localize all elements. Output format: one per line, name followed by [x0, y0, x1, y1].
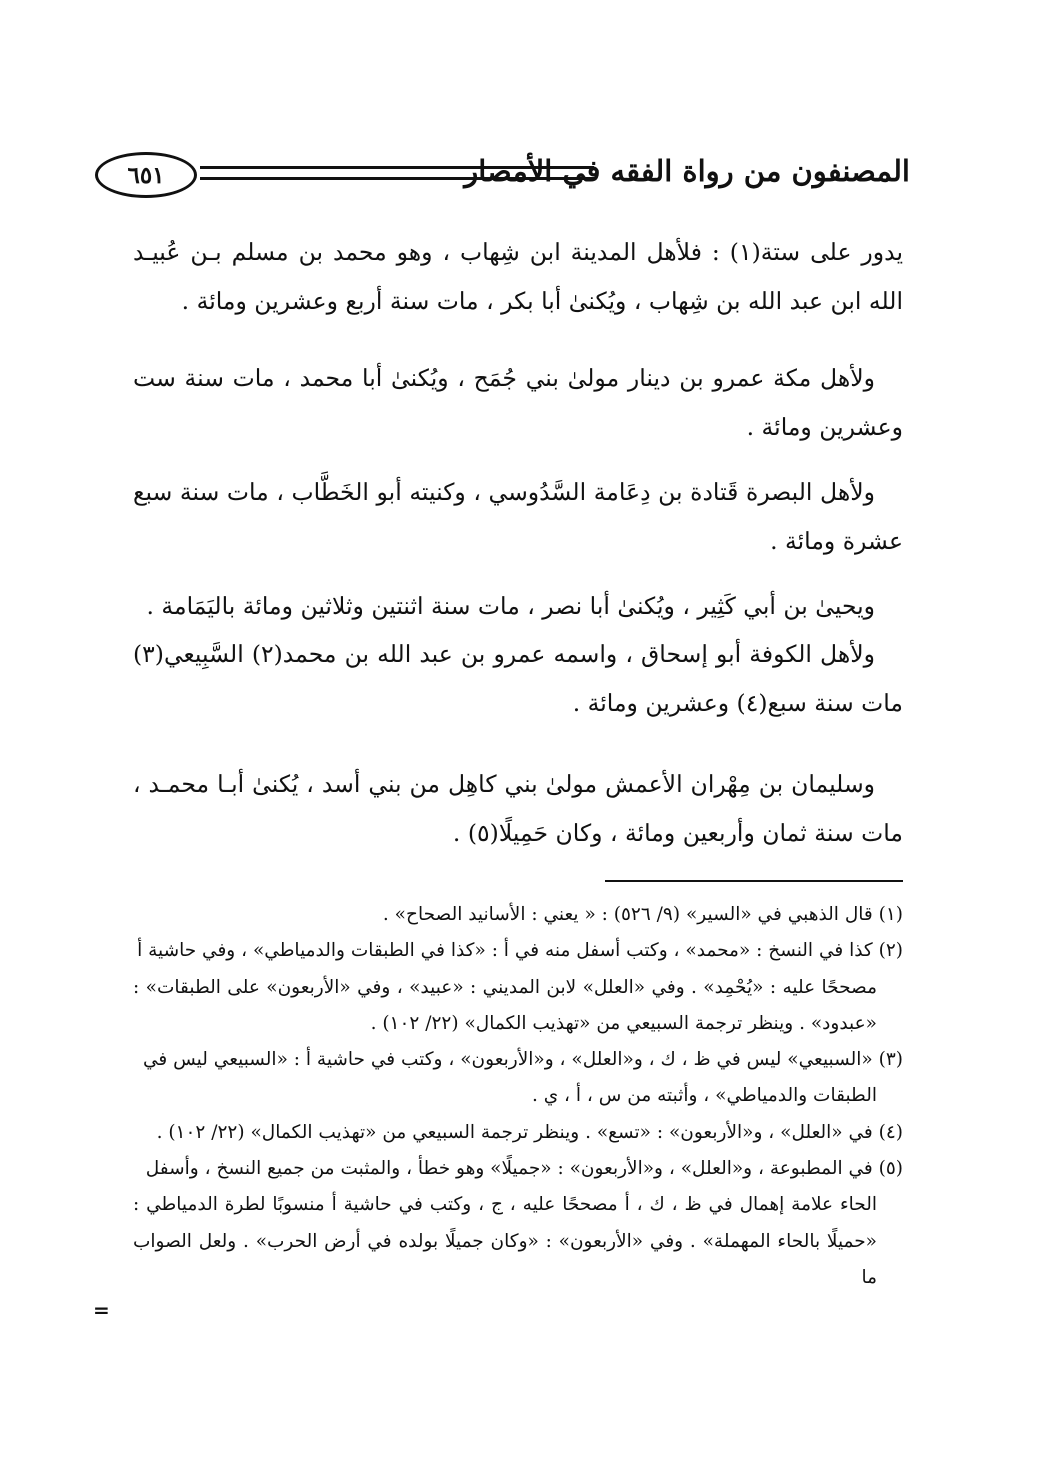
footnote-3: (٣) «السبيعي» ليس في ظ ، ك ، و«العلل» ، و«الأربعون» ، وكتب في حاشية أ : «السبيعي ليس في	[142, 1049, 903, 1071]
header-double-rule	[200, 166, 594, 180]
footnote-4: (٤) في «العلل» ، و«الأربعون» : «تسع» . وينظر ترجمة السبيعي من «تهذيب الكمال» (٢٢/ ١٠٢) .	[156, 1121, 903, 1143]
paragraph-text: وسليمان بن مِهْران الأعمش مولىٰ بني كاهِل من بني أسد ، يُكنىٰ أبـا محمـد ، مات سنة ثمان وأربعين ومائة ، وكان حَمِيلًا(٥) .	[133, 770, 903, 847]
page-number: ٦٥١	[95, 152, 197, 198]
continuation-mark: =	[93, 1298, 110, 1322]
paragraph-text: ويحيىٰ بن أبي كَثِير ، ويُكنىٰ أبا نصر ، مات سنة اثنتين وثلاثين ومائة باليَمَامة .	[146, 592, 875, 620]
footnote-5-continuation: الحاء علامة إهمال في ظ ، ك ، أ مصححًا عليه ، ج ، وكتب في حاشية أ منسوبًا لطرة الدمياطي : «حميلًا بالحاء المهملة» . وفي «الأربعون» : «وكان جميلًا بولده في أرض الحرب» . ولعل الصواب ما	[133, 1194, 877, 1288]
paragraph-text: ولأهل الكوفة أبو إسحاق ، واسمه عمرو بن عبد الله بن محمد(٢) السَّبِيعي(٣) مات سنة سبع(٤) وعشرين ومائة .	[133, 640, 903, 717]
body-paragraph-3	[133, 468, 903, 566]
paragraph-text: ولأهل البصرة قَتادة بن دِعَامة السَّدُوسي ، وكنيته أبو الخَطَّاب ، مات سنة سبع عشرة ومائة .	[133, 478, 903, 555]
body-paragraph-1	[133, 228, 903, 326]
paragraph-text: يدور على ستة(١) : فلأهل المدينة ابن شِهاب ، وهو محمد بن مسلم بـن عُبيـد الله ابن عبد الله بن شِهاب ، ويُكنىٰ أبا بكر ، مات سنة أربع وعشرين ومائة .	[133, 238, 904, 315]
footnote-3-continuation: الطبقات والدمياطي» ، وأثبته من س ، أ ، ي .	[531, 1085, 877, 1107]
running-header	[95, 148, 910, 208]
footnote-2-continuation: مصححًا عليه : «يُحْمِد» . وفي «العلل» لابن المديني : «عبيد» ، وفي «الأربعون» على الطبقات» : «عبدود» . وينظر ترجمة السبيعي من «تهذيب الكمال» (٢٢/ ١٠٢) .	[133, 976, 877, 1034]
body-paragraph-5	[133, 630, 903, 728]
footnote-5: (٥) في المطبوعة ، و«العلل» ، و«الأربعون» : «جميلًا» وهو خطأ ، والمثبت من جميع النسخ ، وأسفل	[145, 1158, 903, 1180]
footnotes	[133, 897, 903, 1296]
body-paragraph-4	[133, 582, 903, 631]
paragraph-text: ولأهل مكة عمرو بن دينار مولىٰ بني جُمَح ، ويُكنىٰ أبا محمد ، مات سنة ست وعشرين ومائة .	[133, 364, 903, 441]
header-title: المصنفون من رواة الفقه في الأمصار	[464, 154, 910, 188]
footnote-1: (١) قال الذهبي في «السير» (٩/ ٥٢٦) : « يعني : الأسانيد الصحاح» .	[382, 904, 903, 925]
body-paragraph-6	[133, 760, 903, 858]
body-paragraph-2	[133, 354, 903, 452]
footnote-2: (٢) كذا في النسخ : «محمد» ، وكتب أسفل منه في أ : «كذا في الطبقات والدمياطي» ، وفي حاشية أ	[137, 940, 903, 962]
footnote-separator	[605, 880, 903, 882]
